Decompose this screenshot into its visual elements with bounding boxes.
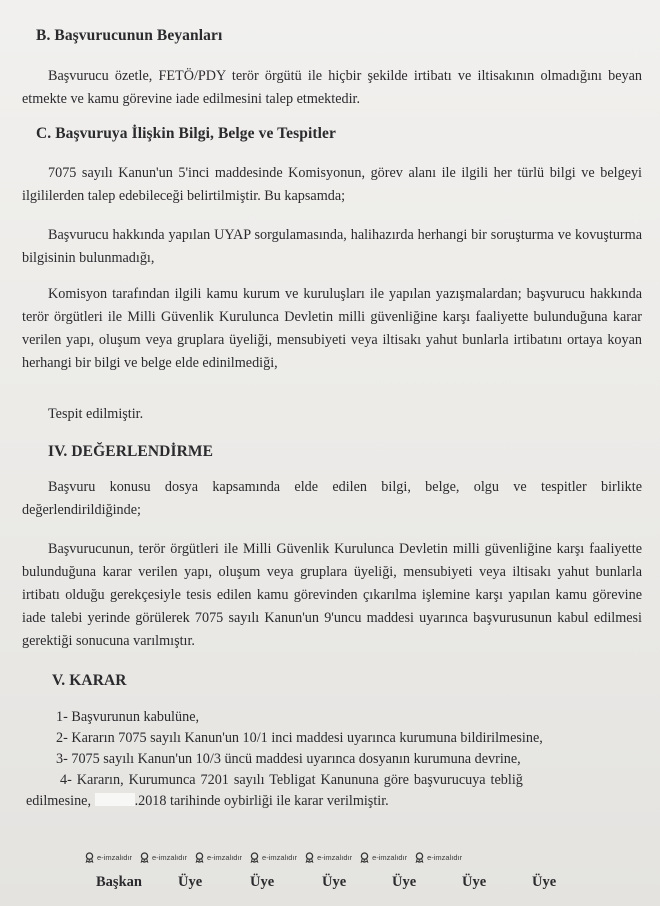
section-v	[22, 672, 642, 690]
e-signature-stamp	[139, 852, 187, 863]
e-signature-stamp	[194, 852, 242, 863]
e-signature-text: e-imzalıdır	[372, 853, 408, 862]
section-c-p4: Tespit edilmiştir.	[48, 406, 144, 422]
karar-item-3: 3- 7075 sayılı Kanun'un 10/3 üncü maddesi uyarınca dosyanın kurumuna devrine,	[56, 751, 521, 767]
karar-item-2: 2- Kararın 7075 sayılı Kanun'un 10/1 inci maddesi uyarınca kurumuna bildirilmesine,	[56, 730, 543, 746]
e-signature-text: e-imzalıdır	[262, 853, 298, 862]
section-iv-p2: Başvurucunun, terör örgütleri ile Milli Güvenlik Kurulunca Devletin milli güvenliğine karşı faaliyette bulunduğuna karar verilen yapı, oluşum veya gruplara üyeliği, mensubiyeti veya iltisakı yahut bunlarla irtibatı olduğu gerekçesiyle tesis edilen kamu görevinden çıkarılma işlemine karşı yapılan kamu görevine iade talebi yerinde görülerek 7075 sayılı Kanun'un 9'uncu maddesi uyarınca başvurusunun kabul edilmesi gerektiği sonucuna varılmıştır.	[22, 541, 642, 649]
role-uye: Üye	[322, 874, 347, 890]
section-b-heading: B. Başvurucunun Beyanları	[36, 27, 223, 44]
section-c-p3: Komisyon tarafından ilgili kamu kurum ve kuruluşları ile yapılan yazışmalardan; başvurucu hakkında terör örgütleri ile Milli Güvenlik Kurulunca Devletin milli güvenliğine karşı faaliyette bulunduğuna karar verilen yapı, oluşum veya gruplara üyeliği, mensubiyeti veya iltisakı yahut bunlarla irtibatını ortaya koyan herhangi bir bilgi ve belge elde edinilmediği,	[22, 286, 642, 371]
section-c	[22, 125, 642, 143]
section-b	[22, 27, 642, 45]
e-signature-text: e-imzalıdır	[207, 853, 243, 862]
e-signature-text: e-imzalıdır	[427, 853, 463, 862]
section-b-text: Başvurucu özetle, FETÖ/PDY terör örgütü ile hiçbir şekilde irtibatı ve iltisakının olmadığını beyan etmekte ve kamu görevine iade edilmesini talep etmektedir.	[22, 68, 642, 107]
signature-seal-icon	[139, 852, 150, 863]
role-uye: Üye	[178, 874, 203, 890]
role-uye: Üye	[392, 874, 417, 890]
section-c-p3-block	[22, 283, 642, 375]
e-signature-stamp	[84, 852, 132, 863]
e-signature-text: e-imzalıdır	[152, 853, 188, 862]
karar-item-4-date-text: .2018 tarihinde oybirliği ile karar verilmiştir.	[134, 793, 389, 809]
section-iv-p1: Başvuru konusu dosya kapsamında elde edilen bilgi, belge, olgu ve tespitler birlikte değerlendirildiğinde;	[22, 479, 642, 518]
karar-item-4: 4- Kararın, Kurumunca 7201 sayılı Tebligat Kanununa göre başvurucuya tebliğ	[60, 772, 523, 788]
signature-seal-icon	[249, 852, 260, 863]
section-c-heading: C. Başvuruya İlişkin Bilgi, Belge ve Tespitler	[36, 125, 337, 142]
section-b-body	[22, 65, 642, 111]
section-iv-p1-block	[22, 476, 642, 522]
e-signature-stamp	[414, 852, 462, 863]
karar-item-4-lead: edilmesine,	[26, 793, 92, 809]
e-signature-text: e-imzalıdır	[317, 853, 353, 862]
e-signature-stamp	[249, 852, 297, 863]
role-uye: Üye	[462, 874, 487, 890]
role-uye: Üye	[250, 874, 275, 890]
signature-seal-icon	[359, 852, 370, 863]
section-v-heading: V. KARAR	[52, 672, 127, 689]
karar-list	[22, 707, 642, 812]
section-c-p1: 7075 sayılı Kanun'un 5'inci maddesinde Komisyonun, görev alanı ile ilgili her türlü bilgi ve belgeyi ilgililerden talep edebileceği belirtilmiştir. Bu kapsamda;	[22, 165, 642, 204]
signature-seal-icon	[414, 852, 425, 863]
e-signature-stamp	[304, 852, 352, 863]
section-c-p2: Başvurucu hakkında yapılan UYAP sorgulamasında, halihazırda herhangi bir soruşturma ve kovuşturma bilgisinin bulunmadığı,	[22, 227, 642, 266]
e-signature-stamp	[359, 852, 407, 863]
section-c-p1-block	[22, 162, 642, 208]
signature-seal-icon	[194, 852, 205, 863]
section-iv	[22, 443, 642, 461]
signature-seal-icon	[84, 852, 95, 863]
section-iv-heading: IV. DEĞERLENDİRME	[48, 443, 214, 460]
section-c-p4-block	[22, 403, 642, 426]
section-c-p2-block	[22, 224, 642, 270]
e-signature-row	[84, 852, 462, 863]
redacted-date	[95, 793, 135, 806]
karar-item-1: 1- Başvurunun kabulüne,	[56, 709, 200, 725]
karar-item-4-cont	[22, 791, 642, 812]
section-iv-p2-block	[22, 538, 642, 653]
role-uye: Üye	[532, 874, 557, 890]
role-baskan: Başkan	[96, 874, 142, 890]
e-signature-text: e-imzalıdır	[97, 853, 133, 862]
signature-seal-icon	[304, 852, 315, 863]
